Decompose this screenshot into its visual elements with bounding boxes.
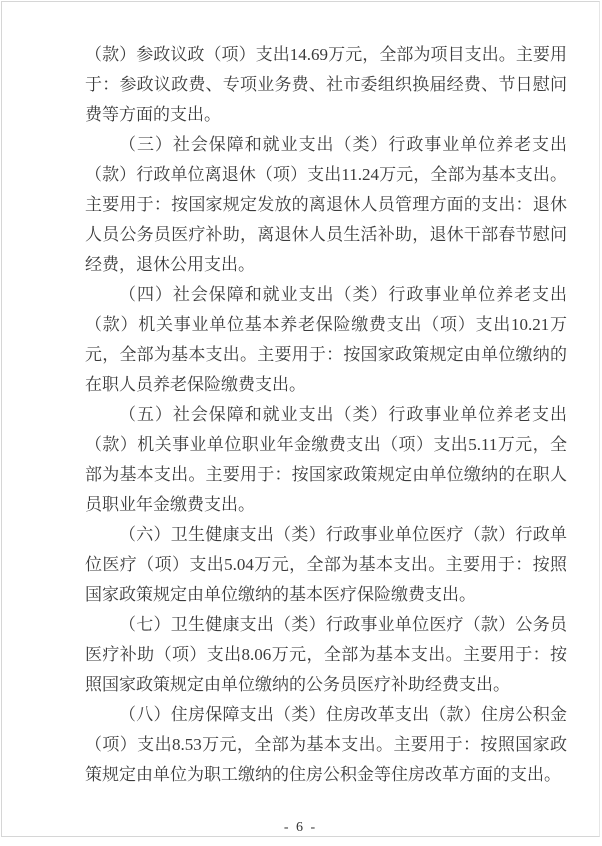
paragraph: （六）卫生健康支出（类）行政事业单位医疗（款）行政单位医疗（项）支出5.04万元，全部为基本支出。主要用于：按照国家政策规定由单位缴纳的基本医疗保险缴费支出。 — [85, 525, 567, 604]
paragraph: （四）社会保障和就业支出（类）行政事业单位养老支出（款）机关事业单位基本养老保险缴费支出（项）支出10.21万元，全部为基本支出。主要用于：按国家政策规定由单位缴纳的在职人员养老保险缴费支出。 — [85, 285, 567, 394]
paragraph: （款）参政议政（项）支出14.69万元，全部为项目支出。主要用于：参政议政费、专项业务费、社市委组织换届经费、节日慰问费等方面的支出。 — [85, 45, 567, 124]
paragraph: （五）社会保障和就业支出（类）行政事业单位养老支出（款）机关事业单位职业年金缴费支出（项）支出5.11万元，全部为基本支出。主要用于：按国家政策规定由单位缴纳的在职人员职业年金缴费支出。 — [85, 405, 567, 514]
paragraph: （八）住房保障支出（类）住房改革支出（款）住房公积金（项）支出8.53万元，全部为基本支出。主要用于：按照国家政策规定由单位为职工缴纳的住房公积金等住房改革方面的支出。 — [85, 705, 567, 784]
paragraph: （三）社会保障和就业支出（类）行政事业单位养老支出（款）行政单位离退休（项）支出11.24万元，全部为基本支出。主要用于：按国家规定发放的离退休人员管理方面的支出：退休人员公务员医疗补助，离退休人员生活补助，退休干部春节慰问经费，退休公用支出。 — [85, 135, 567, 274]
document-page — [1, 1, 600, 837]
page-number: - 6 - — [283, 820, 318, 835]
paragraph: （七）卫生健康支出（类）行政事业单位医疗（款）公务员医疗补助（项）支出8.06万元，全部为基本支出。主要用于：按照国家政策规定由单位缴纳的公务员医疗补助经费支出。 — [85, 615, 567, 694]
document-body — [85, 40, 567, 790]
